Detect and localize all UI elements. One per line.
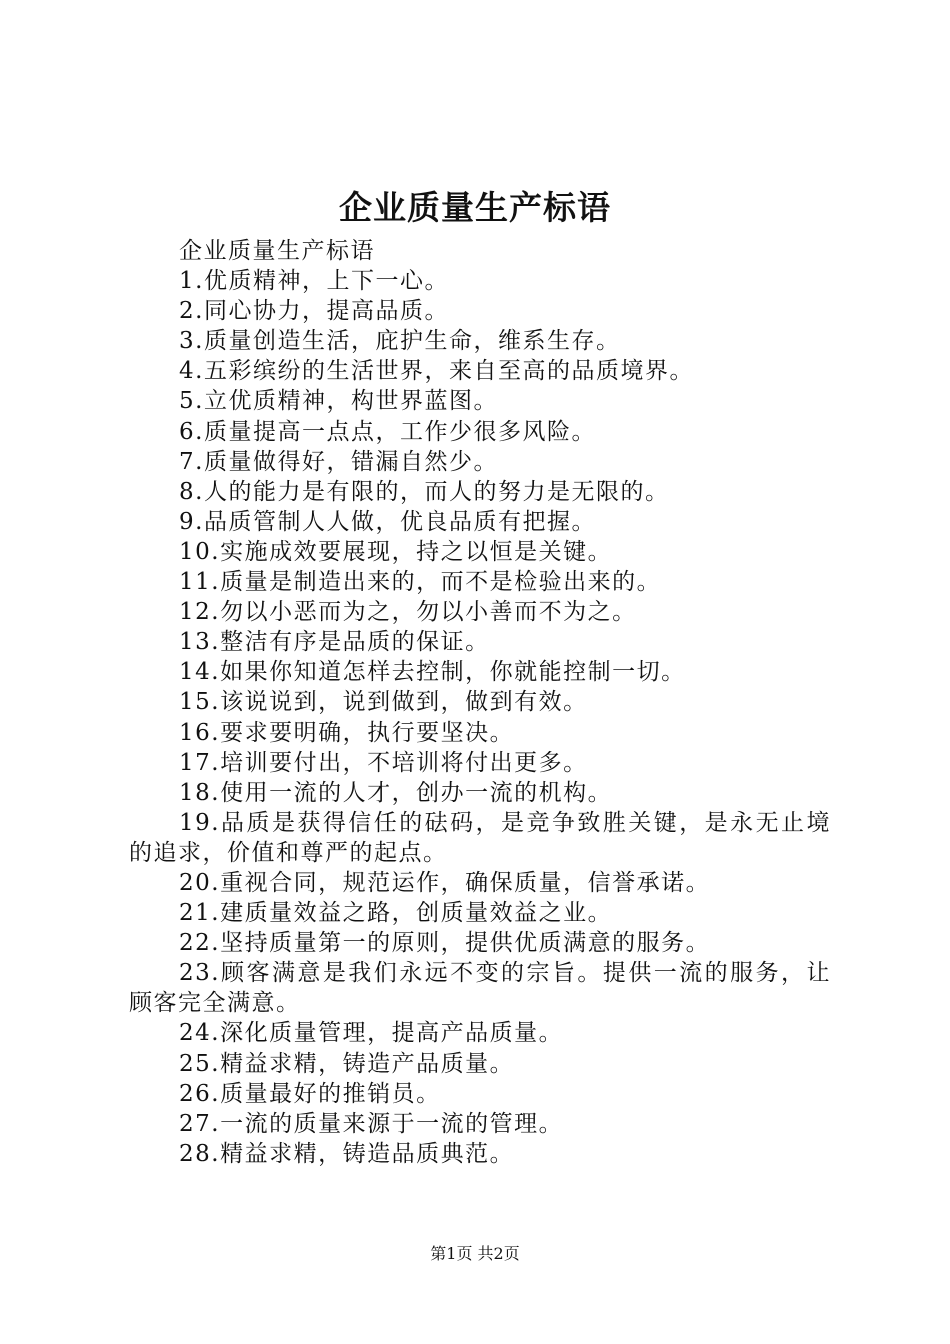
paragraph-heading: 企业质量生产标语 xyxy=(179,238,375,264)
slogan-item: 24.深化质量管理，提高产品质量。 xyxy=(179,1020,564,1047)
slogan-item: 27.一流的质量来源于一流的管理。 xyxy=(179,1110,564,1137)
slogan-item: 28.精益求精，铸造品质典范。 xyxy=(179,1140,515,1167)
slogan-item: 2.同心协力，提高品质。 xyxy=(179,298,449,325)
slogan-item: 7.质量做得好，错漏自然少。 xyxy=(179,448,498,475)
slogan-item: 13.整洁有序是品质的保证。 xyxy=(179,629,490,656)
document-body xyxy=(129,236,831,1169)
slogan-item: 26.质量最好的推销员。 xyxy=(179,1080,441,1107)
slogan-item: 4.五彩缤纷的生活世界，来自至高的品质境界。 xyxy=(179,358,694,385)
slogan-item: 16.要求要明确，执行要坚决。 xyxy=(179,719,515,746)
slogan-item: 10.实施成效要展现，持之以恒是关键。 xyxy=(179,538,613,565)
slogan-item: 3.质量创造生活，庇护生命，维系生存。 xyxy=(179,328,621,355)
slogan-item: 21.建质量效益之路，创质量效益之业。 xyxy=(179,900,613,927)
slogan-item: 18.使用一流的人才，创办一流的机构。 xyxy=(179,779,613,806)
slogan-item: 5.立优质精神，构世界蓝图。 xyxy=(179,388,498,415)
slogan-item: 9.品质管制人人做，优良品质有把握。 xyxy=(179,508,596,535)
slogan-item: 25.精益求精，铸造产品质量。 xyxy=(179,1050,515,1077)
page-footer: 第1页 共2页 xyxy=(430,1244,520,1263)
slogan-item: 12.勿以小恶而为之，勿以小善而不为之。 xyxy=(179,599,637,626)
slogan-item: 22.坚持质量第一的原则，提供优质满意的服务。 xyxy=(179,930,711,957)
slogan-item: 6.质量提高一点点，工作少很多风险。 xyxy=(179,418,596,445)
slogan-item: 14.如果你知道怎样去控制，你就能控制一切。 xyxy=(179,659,686,686)
slogan-item: 8.人的能力是有限的，而人的努力是无限的。 xyxy=(179,478,670,505)
slogan-item: 23.顾客满意是我们永远不变的宗旨。提供一流的服务，让顾客完全满意。 xyxy=(129,960,831,1017)
document-title: 企业质量生产标语 xyxy=(339,188,611,227)
slogan-item: 19.品质是获得信任的砝码，是竞争致胜关键，是永无止境的追求，价值和尊严的起点。 xyxy=(129,809,831,866)
slogan-item: 15.该说说到，说到做到，做到有效。 xyxy=(179,689,588,716)
slogan-item: 11.质量是制造出来的，而不是检验出来的。 xyxy=(179,569,662,596)
slogan-item: 20.重视合同，规范运作，确保质量，信誉承诺。 xyxy=(179,869,711,896)
slogan-item: 1.优质精神，上下一心。 xyxy=(179,268,449,295)
slogan-item: 17.培训要付出，不培训将付出更多。 xyxy=(179,749,588,776)
